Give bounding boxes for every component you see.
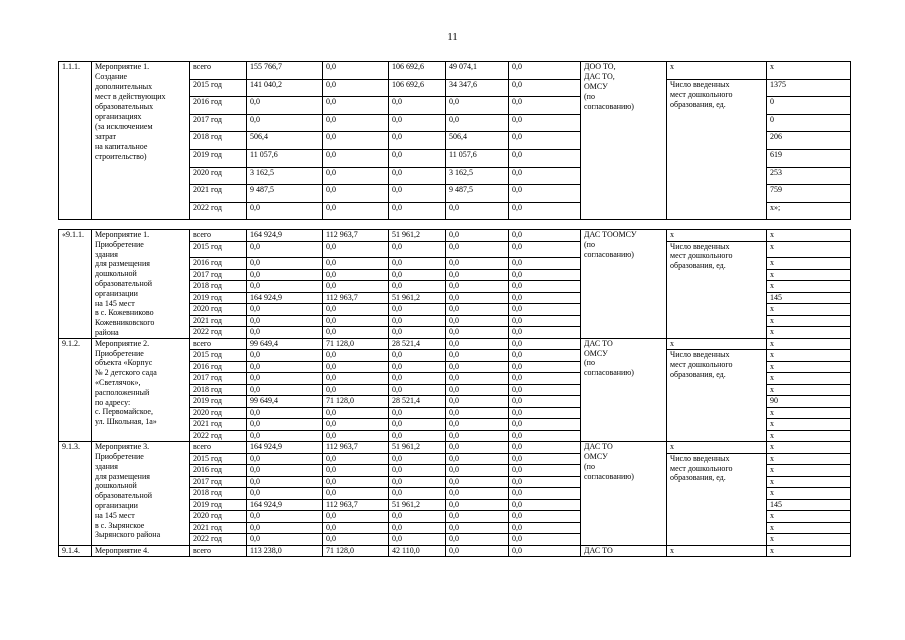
indicator-value: х xyxy=(767,545,851,557)
year-label: 2017 год xyxy=(190,476,247,488)
table-row xyxy=(59,338,851,350)
amount-other: 0,0 xyxy=(509,384,581,396)
year-label: 2019 год xyxy=(190,292,247,304)
amount-federal: 0,0 xyxy=(323,241,389,258)
amount-regional: 28 521,4 xyxy=(389,338,446,350)
amount-local: 0,0 xyxy=(446,315,509,327)
amount-other: 0,0 xyxy=(509,511,581,523)
amount-local: 34 347,6 xyxy=(446,79,509,97)
amount-other: 0,0 xyxy=(509,442,581,454)
amount-federal: 0,0 xyxy=(323,430,389,442)
budget-table-2 xyxy=(58,229,851,557)
amount-other: 0,0 xyxy=(509,304,581,316)
amount-federal: 0,0 xyxy=(323,167,389,185)
year-label: всего xyxy=(190,338,247,350)
year-label: всего xyxy=(190,62,247,80)
amount-regional: 0,0 xyxy=(389,511,446,523)
amount-other: 0,0 xyxy=(509,338,581,350)
amount-total: 141 040,2 xyxy=(247,79,323,97)
amount-regional: 28 521,4 xyxy=(389,396,446,408)
amount-other: 0,0 xyxy=(509,132,581,150)
amount-other: 0,0 xyxy=(509,149,581,167)
year-label: 2016 год xyxy=(190,97,247,115)
amount-federal: 0,0 xyxy=(323,522,389,534)
amount-federal: 112 963,7 xyxy=(323,230,389,242)
amount-other: 0,0 xyxy=(509,407,581,419)
amount-regional: 0,0 xyxy=(389,114,446,132)
amount-regional: 51 961,2 xyxy=(389,230,446,242)
amount-regional: 0,0 xyxy=(389,202,446,220)
amount-regional: 0,0 xyxy=(389,419,446,431)
indicator-value: 1375 xyxy=(767,79,851,97)
year-label: 2020 год xyxy=(190,407,247,419)
indicator-value: х xyxy=(767,241,851,258)
indicator-value: х xyxy=(767,315,851,327)
table-row xyxy=(59,62,851,80)
measure-number: 9.1.2. xyxy=(59,338,92,442)
amount-regional: 0,0 xyxy=(389,185,446,203)
indicator-value: х xyxy=(767,338,851,350)
year-label: 2018 год xyxy=(190,488,247,500)
amount-total: 0,0 xyxy=(247,97,323,115)
indicator-value: х xyxy=(767,350,851,362)
year-label: 2018 год xyxy=(190,132,247,150)
amount-total: 164 924,9 xyxy=(247,442,323,454)
amount-regional: 0,0 xyxy=(389,269,446,281)
indicator-value: 0 xyxy=(767,114,851,132)
amount-local: 0,0 xyxy=(446,230,509,242)
amount-local: 0,0 xyxy=(446,442,509,454)
amount-regional: 51 961,2 xyxy=(389,292,446,304)
amount-regional: 0,0 xyxy=(389,373,446,385)
amount-local: 0,0 xyxy=(446,396,509,408)
amount-federal: 0,0 xyxy=(323,269,389,281)
amount-total: 155 766,7 xyxy=(247,62,323,80)
amount-regional: 0,0 xyxy=(389,361,446,373)
indicator-value: х»; xyxy=(767,202,851,220)
amount-total: 99 649,4 xyxy=(247,396,323,408)
amount-other: 0,0 xyxy=(509,396,581,408)
amount-other: 0,0 xyxy=(509,361,581,373)
amount-other: 0,0 xyxy=(509,269,581,281)
amount-other: 0,0 xyxy=(509,419,581,431)
amount-local: 0,0 xyxy=(446,534,509,546)
executor: ДОО ТО, ДАС ТО, ОМСУ (по согласованию) xyxy=(581,62,667,220)
amount-other: 0,0 xyxy=(509,350,581,362)
amount-federal: 0,0 xyxy=(323,476,389,488)
amount-total: 9 487,5 xyxy=(247,185,323,203)
amount-federal: 0,0 xyxy=(323,315,389,327)
amount-other: 0,0 xyxy=(509,373,581,385)
executor: ДАС ТО ОМСУ (по согласованию) xyxy=(581,338,667,442)
measure-number: 9.1.3. xyxy=(59,442,92,546)
amount-local: 0,0 xyxy=(446,304,509,316)
amount-federal: 0,0 xyxy=(323,384,389,396)
amount-regional: 0,0 xyxy=(389,430,446,442)
amount-federal: 112 963,7 xyxy=(323,292,389,304)
amount-local: 0,0 xyxy=(446,522,509,534)
amount-federal: 0,0 xyxy=(323,407,389,419)
amount-regional: 0,0 xyxy=(389,534,446,546)
year-label: 2015 год xyxy=(190,241,247,258)
amount-other: 0,0 xyxy=(509,488,581,500)
amount-federal: 0,0 xyxy=(323,185,389,203)
year-label: 2018 год xyxy=(190,281,247,293)
amount-other: 0,0 xyxy=(509,230,581,242)
amount-local: 0,0 xyxy=(446,281,509,293)
indicator-value: х xyxy=(767,511,851,523)
amount-regional: 0,0 xyxy=(389,315,446,327)
measure-name: Мероприятие 1. Создание дополнительных мест в действующих образовательных организациях (за исключением затрат на капитальное строительство) xyxy=(92,62,190,220)
amount-local: 0,0 xyxy=(446,327,509,339)
year-label: всего xyxy=(190,442,247,454)
indicator-name: Число введенных мест дошкольного образования, ед. xyxy=(667,241,767,338)
measure-name: Мероприятие 4. xyxy=(92,545,190,557)
amount-regional: 0,0 xyxy=(389,132,446,150)
indicator-value: 0 xyxy=(767,97,851,115)
amount-total: 0,0 xyxy=(247,534,323,546)
measure-number: «9.1.1. xyxy=(59,230,92,339)
amount-local: 0,0 xyxy=(446,361,509,373)
amount-regional: 0,0 xyxy=(389,258,446,270)
year-label: 2019 год xyxy=(190,396,247,408)
amount-total: 164 924,9 xyxy=(247,292,323,304)
amount-other: 0,0 xyxy=(509,185,581,203)
amount-regional: 0,0 xyxy=(389,241,446,258)
amount-local: 0,0 xyxy=(446,545,509,557)
amount-federal: 71 128,0 xyxy=(323,338,389,350)
amount-federal: 0,0 xyxy=(323,534,389,546)
indicator-name: х xyxy=(667,338,767,350)
amount-regional: 51 961,2 xyxy=(389,442,446,454)
amount-other: 0,0 xyxy=(509,97,581,115)
amount-regional: 0,0 xyxy=(389,304,446,316)
year-label: 2021 год xyxy=(190,522,247,534)
measure-number: 1.1.1. xyxy=(59,62,92,220)
amount-federal: 0,0 xyxy=(323,258,389,270)
amount-other: 0,0 xyxy=(509,430,581,442)
amount-other: 0,0 xyxy=(509,114,581,132)
amount-federal: 0,0 xyxy=(323,419,389,431)
amount-local: 11 057,6 xyxy=(446,149,509,167)
indicator-name: х xyxy=(667,230,767,242)
amount-federal: 71 128,0 xyxy=(323,396,389,408)
amount-other: 0,0 xyxy=(509,281,581,293)
year-label: 2016 год xyxy=(190,361,247,373)
year-label: 2021 год xyxy=(190,185,247,203)
indicator-value: 253 xyxy=(767,167,851,185)
year-label: всего xyxy=(190,230,247,242)
amount-local: 9 487,5 xyxy=(446,185,509,203)
year-label: 2015 год xyxy=(190,79,247,97)
measure-number: 9.1.4. xyxy=(59,545,92,557)
amount-regional: 0,0 xyxy=(389,476,446,488)
amount-regional: 0,0 xyxy=(389,384,446,396)
indicator-name: х xyxy=(667,545,767,557)
year-label: 2015 год xyxy=(190,350,247,362)
amount-total: 0,0 xyxy=(247,361,323,373)
amount-local: 0,0 xyxy=(446,350,509,362)
amount-local: 0,0 xyxy=(446,430,509,442)
indicator-value: х xyxy=(767,327,851,339)
amount-federal: 0,0 xyxy=(323,281,389,293)
amount-total: 0,0 xyxy=(247,511,323,523)
indicator-value: х xyxy=(767,304,851,316)
amount-federal: 0,0 xyxy=(323,465,389,477)
amount-total: 99 649,4 xyxy=(247,338,323,350)
amount-total: 0,0 xyxy=(247,522,323,534)
indicator-name: х xyxy=(667,62,767,80)
amount-regional: 0,0 xyxy=(389,407,446,419)
amount-total: 0,0 xyxy=(247,269,323,281)
indicator-value: х xyxy=(767,430,851,442)
table-row xyxy=(59,442,851,454)
amount-other: 0,0 xyxy=(509,476,581,488)
amount-total: 0,0 xyxy=(247,350,323,362)
amount-total: 0,0 xyxy=(247,202,323,220)
year-label: 2017 год xyxy=(190,269,247,281)
indicator-value: х xyxy=(767,522,851,534)
amount-local: 0,0 xyxy=(446,407,509,419)
amount-regional: 0,0 xyxy=(389,149,446,167)
amount-other: 0,0 xyxy=(509,202,581,220)
amount-total: 11 057,6 xyxy=(247,149,323,167)
amount-regional: 0,0 xyxy=(389,453,446,465)
amount-local: 49 074,1 xyxy=(446,62,509,80)
amount-other: 0,0 xyxy=(509,79,581,97)
amount-total: 0,0 xyxy=(247,453,323,465)
amount-federal: 0,0 xyxy=(323,488,389,500)
indicator-value: 145 xyxy=(767,499,851,511)
amount-local: 0,0 xyxy=(446,499,509,511)
amount-other: 0,0 xyxy=(509,499,581,511)
amount-federal: 0,0 xyxy=(323,304,389,316)
year-label: 2015 год xyxy=(190,453,247,465)
amount-federal: 0,0 xyxy=(323,511,389,523)
amount-local: 0,0 xyxy=(446,202,509,220)
amount-federal: 0,0 xyxy=(323,202,389,220)
measure-name: Мероприятие 1. Приобретение здания для размещения дошкольной образовательной организации на 145 мест в с. Кожевниково Кожевниковского района xyxy=(92,230,190,339)
measure-name: Мероприятие 2. Приобретение объекта «Корпус № 2 детского сада «Светлячок», расположенный по адресу: с. Первомайское, ул. Школьная, 1а» xyxy=(92,338,190,442)
amount-federal: 112 963,7 xyxy=(323,499,389,511)
amount-local: 0,0 xyxy=(446,258,509,270)
amount-local: 0,0 xyxy=(446,269,509,281)
amount-federal: 0,0 xyxy=(323,62,389,80)
indicator-value: 759 xyxy=(767,185,851,203)
amount-regional: 106 692,6 xyxy=(389,62,446,80)
year-label: 2021 год xyxy=(190,419,247,431)
year-label: 2020 год xyxy=(190,304,247,316)
amount-other: 0,0 xyxy=(509,315,581,327)
amount-regional: 0,0 xyxy=(389,522,446,534)
amount-other: 0,0 xyxy=(509,522,581,534)
indicator-value: х xyxy=(767,373,851,385)
amount-regional: 42 110,0 xyxy=(389,545,446,557)
amount-other: 0,0 xyxy=(509,241,581,258)
amount-federal: 0,0 xyxy=(323,149,389,167)
year-label: 2017 год xyxy=(190,373,247,385)
amount-regional: 0,0 xyxy=(389,327,446,339)
amount-federal: 0,0 xyxy=(323,350,389,362)
amount-local: 0,0 xyxy=(446,338,509,350)
amount-total: 3 162,5 xyxy=(247,167,323,185)
year-label: 2022 год xyxy=(190,430,247,442)
amount-federal: 112 963,7 xyxy=(323,442,389,454)
amount-federal: 0,0 xyxy=(323,114,389,132)
amount-local: 3 162,5 xyxy=(446,167,509,185)
indicator-value: х xyxy=(767,384,851,396)
table-row xyxy=(59,545,851,557)
amount-local: 506,4 xyxy=(446,132,509,150)
amount-federal: 0,0 xyxy=(323,327,389,339)
year-label: 2016 год xyxy=(190,258,247,270)
indicator-value: х xyxy=(767,361,851,373)
indicator-value: х xyxy=(767,258,851,270)
page-number: 11 xyxy=(447,31,458,43)
amount-total: 0,0 xyxy=(247,304,323,316)
year-label: 2019 год xyxy=(190,149,247,167)
year-label: 2022 год xyxy=(190,202,247,220)
amount-local: 0,0 xyxy=(446,511,509,523)
year-label: 2018 год xyxy=(190,384,247,396)
amount-federal: 0,0 xyxy=(323,453,389,465)
indicator-value: х xyxy=(767,281,851,293)
amount-regional: 51 961,2 xyxy=(389,499,446,511)
amount-regional: 0,0 xyxy=(389,488,446,500)
indicator-value: х xyxy=(767,269,851,281)
amount-local: 0,0 xyxy=(446,114,509,132)
indicator-value: х xyxy=(767,453,851,465)
amount-other: 0,0 xyxy=(509,327,581,339)
amount-other: 0,0 xyxy=(509,258,581,270)
amount-total: 0,0 xyxy=(247,419,323,431)
table-row xyxy=(59,230,851,242)
amount-local: 0,0 xyxy=(446,97,509,115)
indicator-value: 619 xyxy=(767,149,851,167)
executor: ДАС ТООМСУ (по согласованию) xyxy=(581,230,667,339)
budget-table-1 xyxy=(58,61,851,220)
amount-federal: 0,0 xyxy=(323,361,389,373)
amount-local: 0,0 xyxy=(446,373,509,385)
executor: ДАС ТО ОМСУ (по согласованию) xyxy=(581,442,667,546)
amount-total: 0,0 xyxy=(247,281,323,293)
amount-total: 0,0 xyxy=(247,430,323,442)
amount-federal: 0,0 xyxy=(323,132,389,150)
year-label: всего xyxy=(190,545,247,557)
year-label: 2020 год xyxy=(190,511,247,523)
amount-total: 0,0 xyxy=(247,373,323,385)
amount-regional: 0,0 xyxy=(389,97,446,115)
amount-local: 0,0 xyxy=(446,453,509,465)
amount-total: 0,0 xyxy=(247,258,323,270)
amount-regional: 106 692,6 xyxy=(389,79,446,97)
amount-local: 0,0 xyxy=(446,488,509,500)
amount-total: 0,0 xyxy=(247,384,323,396)
amount-total: 0,0 xyxy=(247,241,323,258)
year-label: 2016 год xyxy=(190,465,247,477)
amount-local: 0,0 xyxy=(446,419,509,431)
amount-total: 0,0 xyxy=(247,476,323,488)
year-label: 2020 год xyxy=(190,167,247,185)
amount-total: 0,0 xyxy=(247,465,323,477)
amount-total: 0,0 xyxy=(247,407,323,419)
amount-local: 0,0 xyxy=(446,476,509,488)
amount-other: 0,0 xyxy=(509,167,581,185)
indicator-value: х xyxy=(767,488,851,500)
indicator-name: Число введенных мест дошкольного образования, ед. xyxy=(667,453,767,545)
amount-federal: 0,0 xyxy=(323,79,389,97)
indicator-value: х xyxy=(767,419,851,431)
indicator-value: х xyxy=(767,465,851,477)
amount-regional: 0,0 xyxy=(389,465,446,477)
indicator-value: х xyxy=(767,407,851,419)
amount-federal: 0,0 xyxy=(323,97,389,115)
amount-total: 164 924,9 xyxy=(247,499,323,511)
indicator-name: Число введенных мест дошкольного образования, ед. xyxy=(667,350,767,442)
amount-total: 0,0 xyxy=(247,114,323,132)
amount-local: 0,0 xyxy=(446,292,509,304)
amount-other: 0,0 xyxy=(509,62,581,80)
indicator-value: х xyxy=(767,534,851,546)
year-label: 2021 год xyxy=(190,315,247,327)
year-label: 2019 год xyxy=(190,499,247,511)
indicator-value: х xyxy=(767,230,851,242)
amount-regional: 0,0 xyxy=(389,167,446,185)
indicator-name: х xyxy=(667,442,767,454)
amount-total: 113 238,0 xyxy=(247,545,323,557)
amount-local: 0,0 xyxy=(446,384,509,396)
amount-regional: 0,0 xyxy=(389,281,446,293)
amount-total: 506,4 xyxy=(247,132,323,150)
amount-regional: 0,0 xyxy=(389,350,446,362)
indicator-name: Число введенных мест дошкольного образования, ед. xyxy=(667,79,767,220)
measure-name: Мероприятие 3. Приобретение здания для размещения дошкольной образовательной организации на 145 мест в с. Зырянское Зырянского района xyxy=(92,442,190,546)
amount-other: 0,0 xyxy=(509,545,581,557)
amount-other: 0,0 xyxy=(509,534,581,546)
indicator-value: х xyxy=(767,476,851,488)
amount-total: 0,0 xyxy=(247,327,323,339)
year-label: 2017 год xyxy=(190,114,247,132)
amount-total: 164 924,9 xyxy=(247,230,323,242)
amount-local: 0,0 xyxy=(446,465,509,477)
amount-local: 0,0 xyxy=(446,241,509,258)
indicator-value: 145 xyxy=(767,292,851,304)
amount-other: 0,0 xyxy=(509,292,581,304)
amount-federal: 0,0 xyxy=(323,373,389,385)
indicator-value: х xyxy=(767,442,851,454)
amount-total: 0,0 xyxy=(247,315,323,327)
amount-other: 0,0 xyxy=(509,465,581,477)
amount-total: 0,0 xyxy=(247,488,323,500)
year-label: 2022 год xyxy=(190,534,247,546)
indicator-value: 90 xyxy=(767,396,851,408)
indicator-value: 206 xyxy=(767,132,851,150)
amount-other: 0,0 xyxy=(509,453,581,465)
indicator-value: х xyxy=(767,62,851,80)
year-label: 2022 год xyxy=(190,327,247,339)
executor: ДАС ТО xyxy=(581,545,667,557)
amount-federal: 71 128,0 xyxy=(323,545,389,557)
